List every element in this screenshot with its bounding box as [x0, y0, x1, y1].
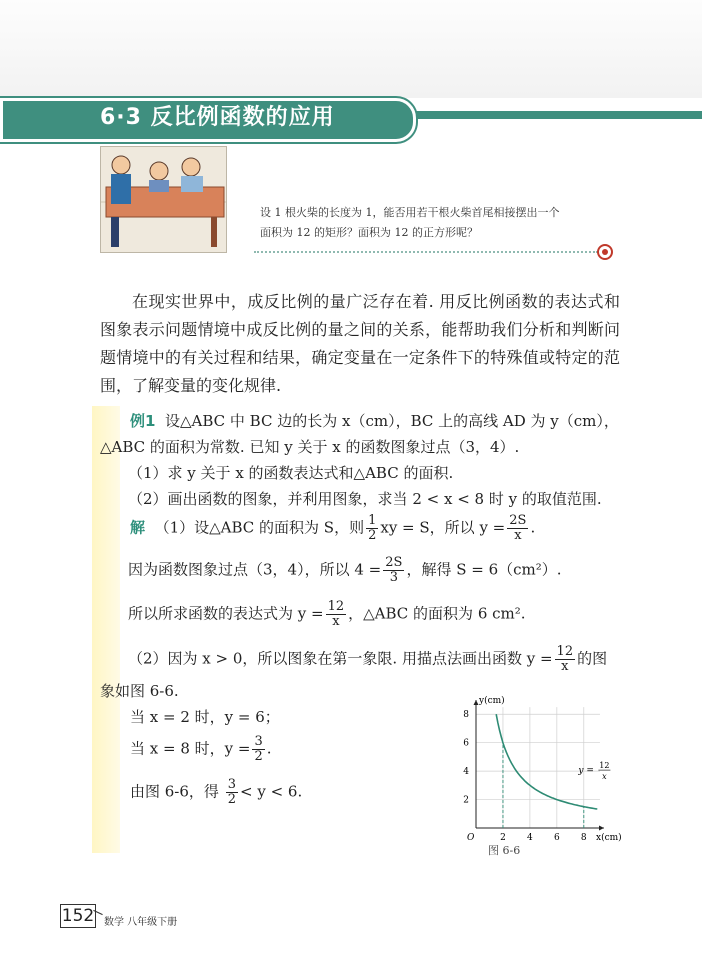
target-icon [597, 244, 613, 260]
example-question-2: （2）画出函数的图象，并利用图象，求当 2 < x < 8 时 y 的取值范围. [128, 490, 602, 508]
example-line1: 例1 设△ABC 中 BC 边的长为 x（cm），BC 上的高线 AD 为 y（cm）， [130, 412, 619, 430]
x-tick-label: 2 [500, 833, 506, 843]
example-line2: △ABC 的面积为常数. 已知 y 关于 x 的函数图象过点（3，4）. [100, 438, 520, 456]
top-band [0, 0, 702, 98]
x-tick-label: 6 [553, 833, 560, 843]
y-axis-arrow [474, 700, 479, 705]
intro-question-line2: 面积为 12 的矩形？面积为 12 的正方形呢？ [260, 226, 478, 239]
function-graph [438, 690, 622, 850]
intro-question [260, 203, 600, 243]
section-banner-line [400, 111, 702, 119]
solution-line1: 解 （1）设△ABC 的面积为 S，则 $\frac{1}{2}$ xy = S，所以 y = $\frac{2S}{x}$ . [130, 513, 536, 543]
x-axis-label: x(cm) [596, 833, 622, 843]
solution-line5: 象如图 6-6. [100, 682, 179, 700]
example-highlight-bar [92, 406, 120, 853]
classroom-illustration [100, 146, 227, 253]
curve-line [496, 714, 597, 809]
fraction: $\frac{1}{2}$ [368, 513, 377, 543]
page-number: 152 [61, 906, 95, 926]
fraction: $\frac{3}{2}$ [227, 777, 236, 807]
figure-caption: 图 6-6 [488, 844, 521, 857]
fraction: $\frac{12}{x}$ [327, 599, 345, 629]
y-tick-label: 2 [463, 795, 469, 806]
fraction: $\frac{2S}{3}$ [385, 555, 403, 585]
y-tick-label: 4 [463, 767, 469, 778]
x-axis-arrow [599, 826, 604, 831]
intro-question-line1: 设 1 根火柴的长度为 1，能否用若干根火柴首尾相接摆出一个 [260, 206, 560, 219]
y-tick-label: 6 [463, 738, 469, 749]
solution-line6: 当 x = 2 时，y = 6； [130, 708, 280, 726]
x-tick-label: 4 [527, 833, 533, 843]
solution-line8: 由图 6-6，得 $\frac{3}{2}$ < y < 6. [130, 777, 303, 807]
intro-paragraph: 在现实世界中，成反比例的量广泛存在着. 用反比例函数的表达式和图象表示问题情境中成反比例的量之间的关系，能帮助我们分析和判断问题情境中的有关过程和结果，确定变量在一定条件下的特殊值或特定的范围，了解变量的变化规律. [100, 292, 620, 395]
fraction: $\frac{3}{2}$ [254, 734, 263, 764]
example-label: 例1 [130, 412, 156, 430]
curve-label-num: 12 [599, 761, 610, 771]
fraction: $\frac{12}{x}$ [556, 644, 574, 674]
book-title: 数学 八年级下册 [104, 917, 178, 928]
fraction: $\frac{2S}{x}$ [509, 513, 527, 543]
dotted-divider [254, 251, 598, 253]
solution-line4: （2）因为 x > 0，所以图象在第一象限. 用描点法画出函数 y = $\frac{12}{x}$ 的图 [128, 644, 608, 674]
curve-label-den: x [602, 772, 607, 782]
curve-label-lhs: y = [578, 766, 594, 777]
origin-label: O [467, 833, 475, 843]
y-tick-label: 8 [463, 710, 469, 721]
y-axis-label: y(cm) [479, 696, 505, 706]
x-tick-label: 8 [580, 833, 587, 843]
solution-line3: 所以所求函数的表达式为 y = $\frac{12}{x}$ ，△ABC 的面积为 6 cm². [128, 599, 526, 629]
example-question-1: （1）求 y 关于 x 的函数表达式和△ABC 的面积. [128, 464, 454, 482]
solution-label: 解 [130, 518, 146, 537]
solution-line7: 当 x = 8 时，y = $\frac{3}{2}$ . [130, 734, 272, 764]
section-title: 6·3 反比例函数的应用 [100, 105, 335, 130]
solution-line2: 因为函数图象过点（3，4），所以 4 = $\frac{2S}{3}$ ，解得 S = 6（cm²）. [128, 555, 562, 585]
